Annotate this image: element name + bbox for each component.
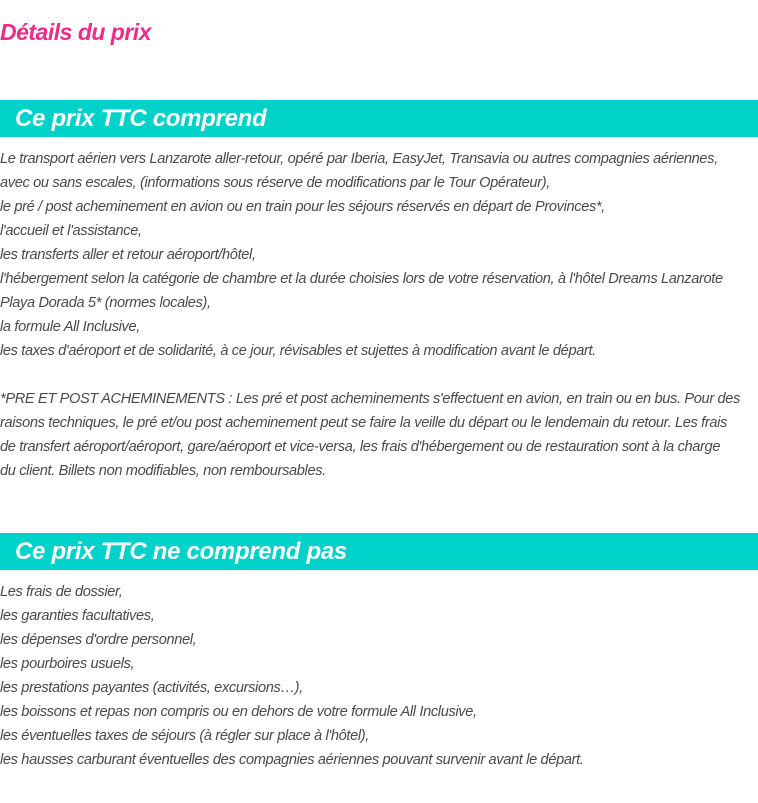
included-line: les taxes d'aéroport et de solidarité, à ce jour, révisables et sujettes à modification avant le départ. bbox=[0, 343, 596, 359]
included-line: l'accueil et l'assistance, bbox=[0, 223, 142, 239]
note-line: *PRE ET POST ACHEMINEMENTS : Les pré et post acheminements s'effectuent en avion, en train ou en bus. Pour des bbox=[0, 391, 741, 407]
acheminement-note bbox=[0, 387, 758, 483]
excluded-line: Les frais de dossier, bbox=[0, 584, 123, 600]
excluded-line: les garanties facultatives, bbox=[0, 608, 155, 624]
included-line: Playa Dorada 5* (normes locales), bbox=[0, 295, 211, 311]
included-list bbox=[0, 147, 758, 363]
excluded-line: les prestations payantes (activités, excursions…), bbox=[0, 680, 303, 696]
included-line: l'hébergement selon la catégorie de chambre et la durée choisies lors de votre réservation, à l'hôtel Dreams Lanzarote bbox=[0, 271, 723, 287]
included-line: les transferts aller et retour aéroport/hôtel, bbox=[0, 247, 256, 263]
excluded-line: les dépenses d'ordre personnel, bbox=[0, 632, 197, 648]
included-line: Le transport aérien vers Lanzarote aller-retour, opéré par Iberia, EasyJet, Transavia ou autres compagnies aériennes, bbox=[0, 151, 718, 167]
included-line: le pré / post acheminement en avion ou en train pour les séjours réservés en départ de Provinces*, bbox=[0, 199, 605, 215]
page-title: Détails du prix bbox=[0, 19, 151, 45]
included-line: avec ou sans escales, (informations sous réserve de modifications par le Tour Opérateur), bbox=[0, 175, 550, 191]
excluded-line: les pourboires usuels, bbox=[0, 656, 135, 672]
excluded-line: les hausses carburant éventuelles des compagnies aériennes pouvant survenir avant le départ. bbox=[0, 752, 584, 768]
section-heading-included: Ce prix TTC comprend bbox=[0, 100, 758, 137]
note-line: raisons techniques, le pré et/ou post acheminement peut se faire la veille du départ ou le lendemain du retour. Les frais bbox=[0, 415, 727, 431]
note-line: du client. Billets non modifiables, non remboursables. bbox=[0, 463, 326, 479]
excluded-line: les éventuelles taxes de séjours (à régler sur place à l'hôtel), bbox=[0, 728, 369, 744]
section-heading-excluded: Ce prix TTC ne comprend pas bbox=[0, 533, 758, 570]
excluded-list bbox=[0, 580, 758, 772]
note-line: de transfert aéroport/aéroport, gare/aéroport et vice-versa, les frais d'hébergement ou de restauration sont à la charge bbox=[0, 439, 721, 455]
excluded-line: les boissons et repas non compris ou en dehors de votre formule All Inclusive, bbox=[0, 704, 477, 720]
included-line: la formule All Inclusive, bbox=[0, 319, 140, 335]
